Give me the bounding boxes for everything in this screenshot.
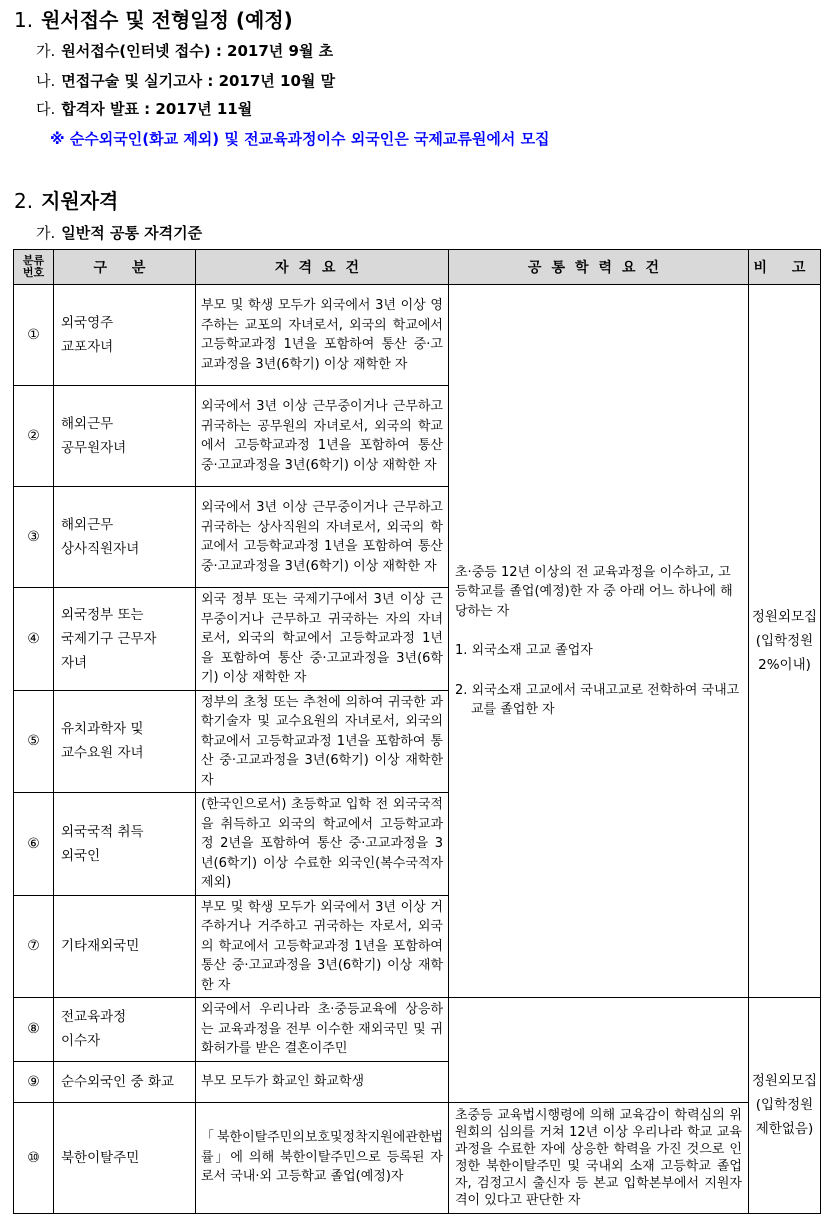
row-category: 전교육과정 이수자 [54,998,196,1062]
row-qualification: 외국에서 우리나라 초·중등교육에 상응하는 교육과정을 전부 이수한 재외국민 및 귀화허가를 받은 결혼이주민 [196,998,449,1062]
row-category: 기타재외국민 [54,895,196,998]
schedule-bullet: 가. [36,42,56,60]
schedule-bullet: 나. [36,72,56,90]
schedule-item-1 [36,40,333,61]
row-number: ⑥ [14,793,54,896]
header-qualification: 자격요건 [196,250,449,285]
note-cell-quota: 정원외모집 (입학정원 2%이내) [749,285,821,998]
qualification-table [13,249,821,1214]
header-education: 공통학력요건 [449,250,749,285]
section2-title: 지원자격 [41,189,119,213]
row-qualification: 정부의 초청 또는 추천에 의하여 귀국한 과학기술자 및 교수요원의 자녀로서, 외국의 학교에서 고등학교과정 1년을 포함하여 통산 중·고교과정을 3년(6학기) 이상 재학한 자 [196,690,449,793]
row-category: 해외근무 상사직원자녀 [54,487,196,588]
row-qualification: 외국 정부 또는 국제기구에서 3년 이상 근무중이거나 근무하고 귀국하는 자의 자녀로서, 외국의 학교에서 고등학교과정 1년을 포함하여 통산 중·고교과정을 3년(6학기) 이상 재학한 자 [196,588,449,691]
schedule-text: 면접구술 및 실기고사 : 2017년 10월 말 [61,72,336,90]
section2-subheading [36,222,202,243]
row-category: 북한이탈주민 [54,1102,196,1213]
table-row [14,285,821,386]
common-education-cell [449,285,749,998]
empty-education-cell [449,998,749,1103]
schedule-item-2 [36,70,335,91]
row-qualification: 부모 및 학생 모두가 외국에서 3년 이상 영주하는 교포의 자녀로서, 외국의 학교에서 고등학교과정 1년을 포함하여 통산 중·고교과정을 3년(6학기) 이상 재학한 자 [196,285,449,386]
schedule-text: 합격자 발표 : 2017년 11월 [61,100,253,118]
row-number: ⑦ [14,895,54,998]
row-qualification: 부모 모두가 화교인 화교학생 [196,1061,449,1102]
row-category: 외국국적 취득 외국인 [54,793,196,896]
row-category: 외국영주 교포자녀 [54,285,196,386]
row-number: ⑩ [14,1102,54,1213]
nk-education-cell: 초중등 교육법시행령에 의해 교육감이 학력심의 위원회의 심의를 거쳐 12년 이상 우리나라 학교 교육과정을 수료한 자에 상응한 학력을 가진 것으로 인정한 북한이탈주민 및 국내외 소재 고등학교 졸업자, 검정고시 출신자 등 본교 입학본부에서 지원자격이 있다고 판단한 자 [449,1102,749,1213]
education-item-1: 1. 외국소재 고교 졸업자 [455,643,593,658]
row-qualification: 외국에서 3년 이상 근무중이거나 근무하고 귀국하는 상사직원의 자녀로서, 외국의 학교에서 고등학교과정 1년을 포함하여 통산 중·고교과정을 3년(6학기) 이상 재학한 자 [196,487,449,588]
row-qualification: (한국인으로서) 초등학교 입학 전 외국국적을 취득하고 외국의 학교에서 고등학교과정 2년을 포함하여 통산 중·고교과정을 3년(6학기) 이상 수료한 외국인(복수국적자 제외) [196,793,449,896]
row-number: ③ [14,487,54,588]
subheading-bullet: 가. [36,224,56,242]
row-category: 유치과학자 및 교수요원 자녀 [54,690,196,793]
education-intro: 초·중등 12년 이상의 전 교육과정을 이수하고, 고등학교를 졸업(예정)한 자 중 아래 어느 하나에 해당하는 자 [455,564,733,619]
row-number: ④ [14,588,54,691]
row-qualification: 외국에서 3년 이상 근무중이거나 근무하고 귀국하는 공무원의 자녀로서, 외국의 학교에서 고등학교과정 1년을 포함하여 통산 중·고교과정을 3년(6학기) 이상 재학한 자 [196,386,449,487]
table-header-row [14,250,821,285]
schedule-item-3 [36,98,252,119]
education-item-2: 2. 외국소재 고교에서 국내고교로 전학하여 국내고교를 졸업한 자 [455,682,740,717]
section2-heading [14,185,118,214]
row-category: 순수외국인 중 화교 [54,1061,196,1102]
section1-heading [14,4,293,33]
schedule-text: 원서접수(인터넷 접수) : 2017년 9월 초 [61,42,334,60]
table-row [14,998,821,1062]
row-qualification: 「북한이탈주민의보호및정착지원에관한법률」에 의해 북한이탈주민으로 등록된 자로서 국내·외 고등학교 졸업(예정)자 [196,1102,449,1213]
recruitment-note: ※ 순수외국인(화교 제외) 및 전교육과정이수 외국인은 국제교류원에서 모집 [50,130,550,148]
section1-title: 원서접수 및 전형일정 (예정) [41,8,293,32]
row-qualification: 부모 및 학생 모두가 외국에서 3년 이상 거주하거나 거주하고 귀국하는 자로서, 외국의 학교에서 고등학교과정 1년을 포함하여 통산 중·고교과정을 3년(6학기) 이상 재학한 자 [196,895,449,998]
schedule-bullet: 다. [36,100,56,118]
header-note: 비 고 [749,250,821,285]
section2-number: 2. [14,189,34,213]
header-no: 분류 번호 [14,250,54,285]
row-number: ② [14,386,54,487]
header-category: 구 분 [54,250,196,285]
row-category: 외국정부 또는 국제기구 근무자 자녀 [54,588,196,691]
section1-number: 1. [14,8,34,32]
table-row [14,1102,821,1213]
row-number: ⑨ [14,1061,54,1102]
note-cell-unlimited: 정원외모집 (입학정원 제한없음) [749,998,821,1214]
subheading-text: 일반적 공통 자격기준 [61,224,203,242]
row-category: 해외근무 공무원자녀 [54,386,196,487]
row-number: ⑧ [14,998,54,1062]
row-number: ① [14,285,54,386]
row-number: ⑤ [14,690,54,793]
